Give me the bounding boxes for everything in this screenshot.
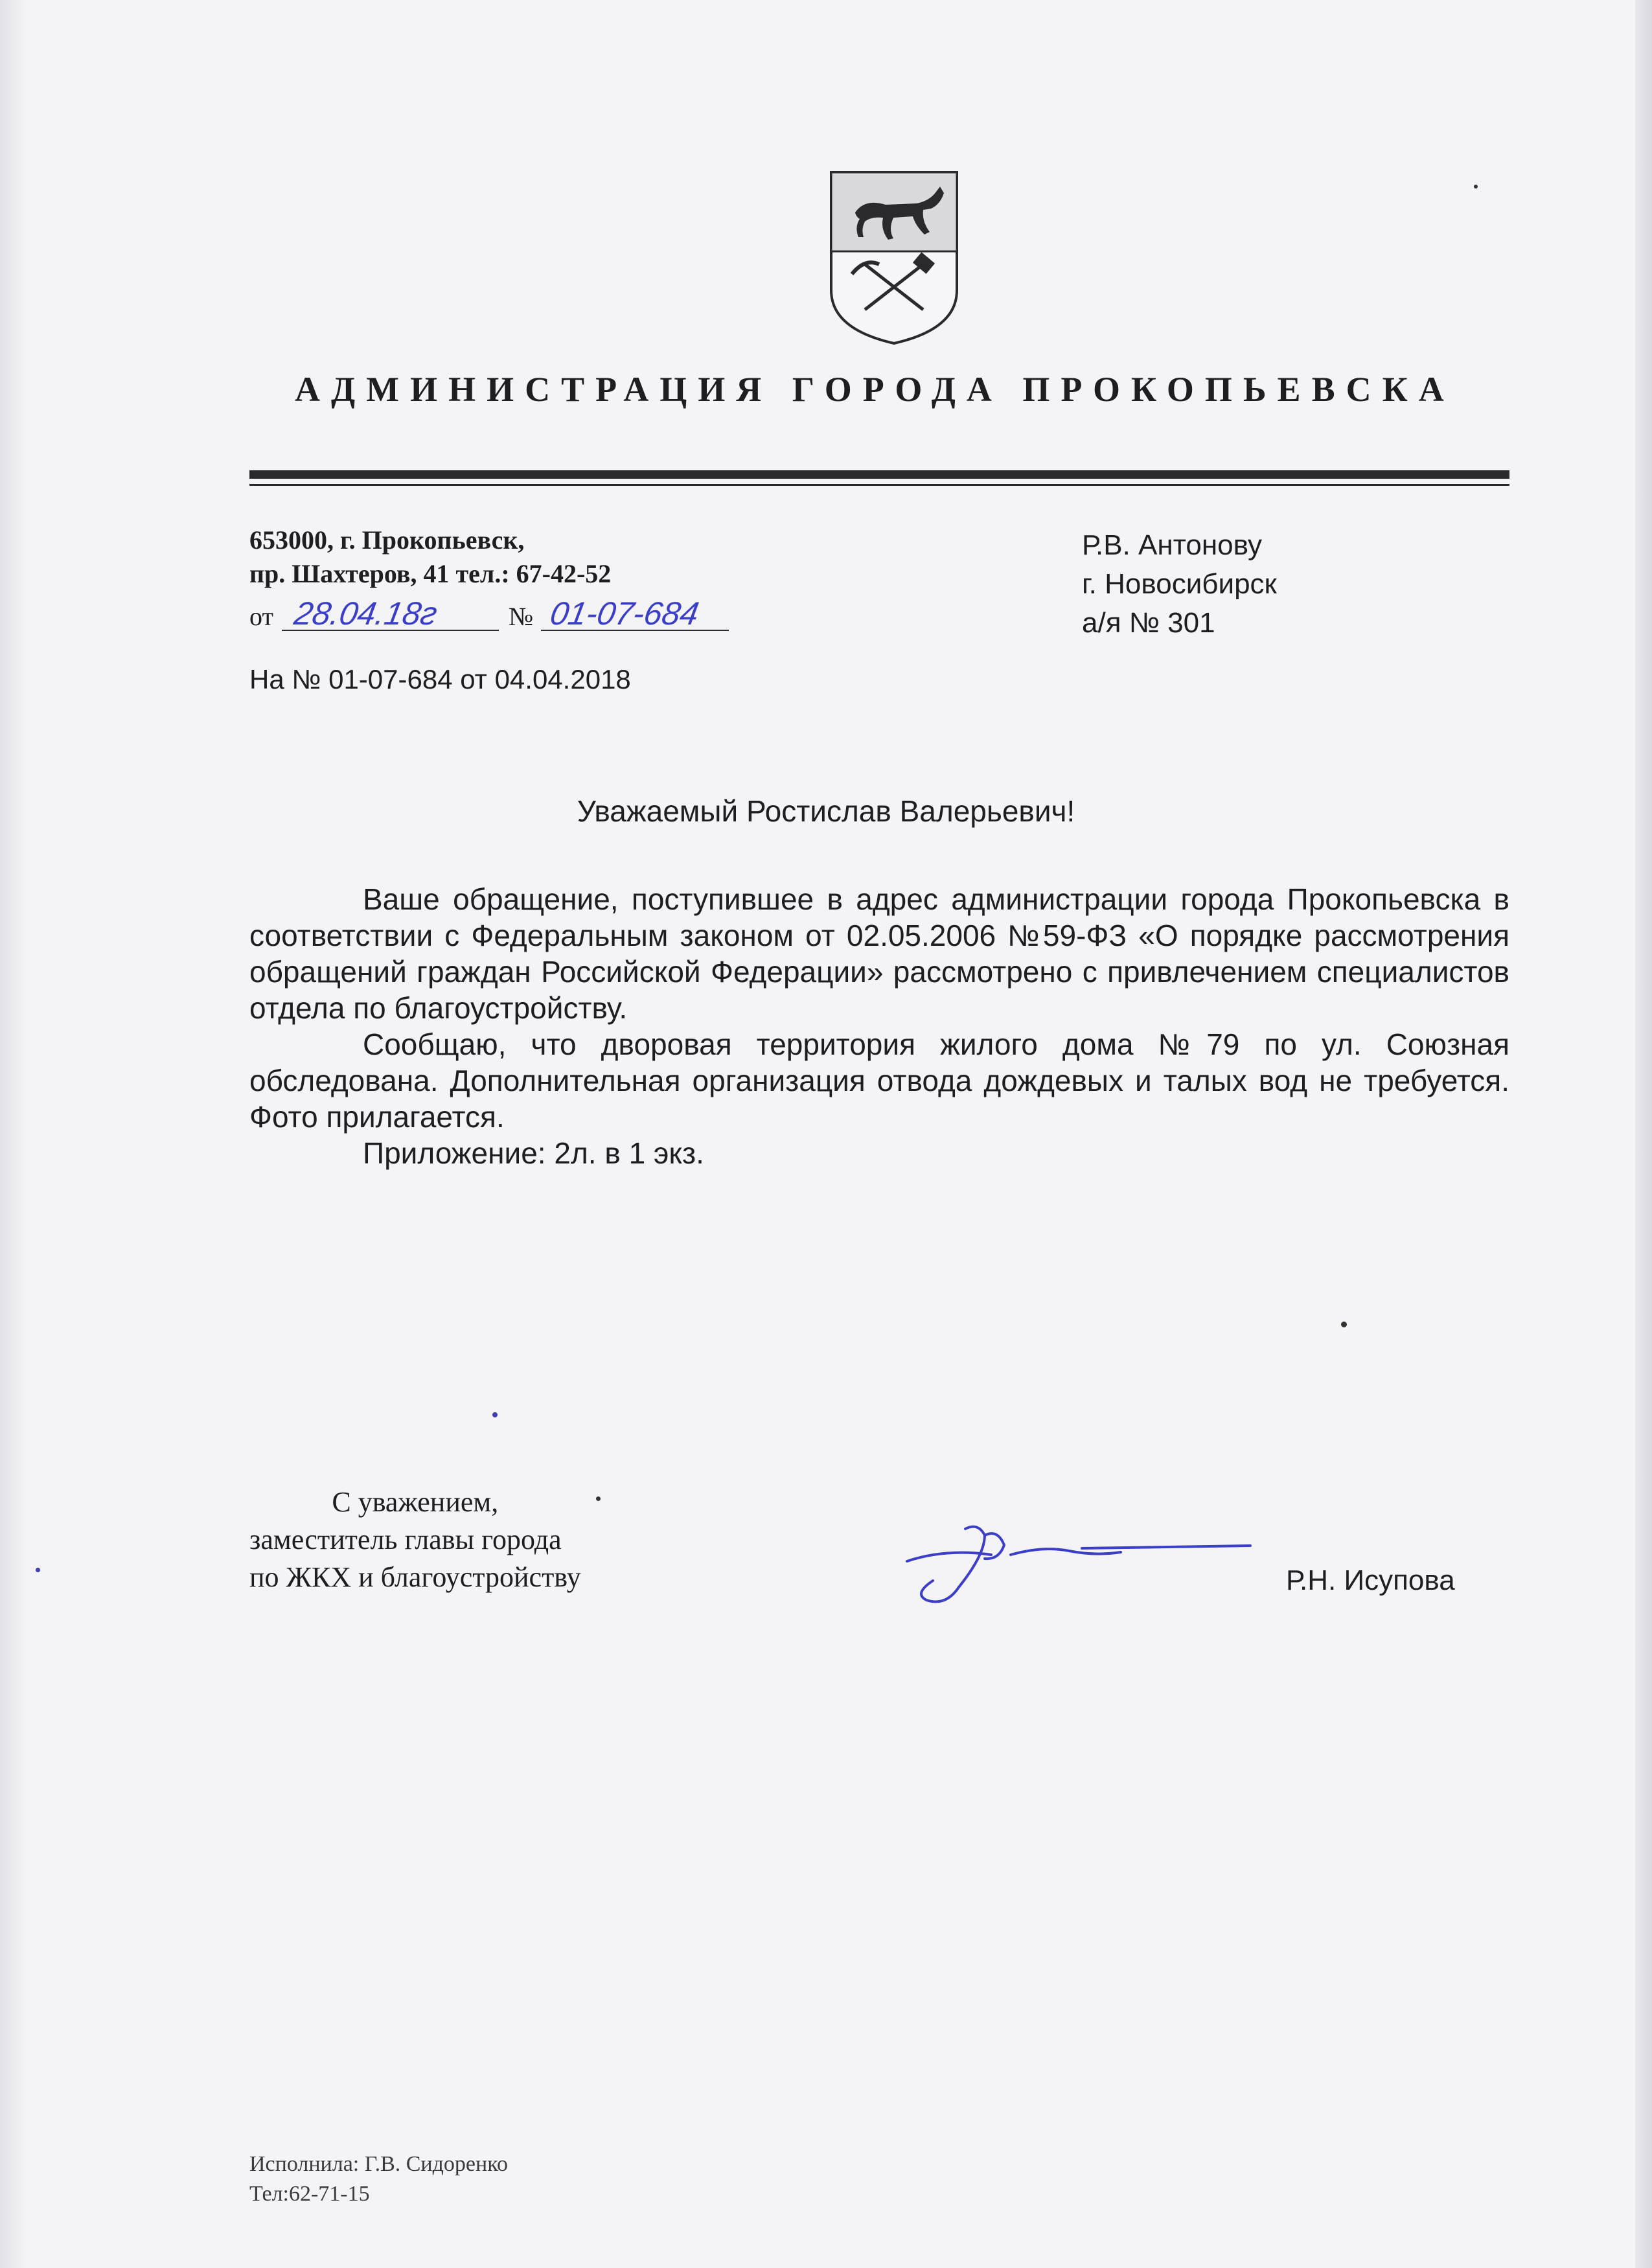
- sender-address-line2: пр. Шахтеров, 41 тел.: 67-42-52: [249, 559, 612, 588]
- letter-body: [249, 881, 1509, 1171]
- sender-address: [249, 523, 611, 591]
- recipient-name: Р.В. Антонову: [1082, 529, 1263, 561]
- scan-edge-right: [1635, 0, 1652, 2268]
- signatory-name: Р.Н. Исупова: [1286, 1564, 1455, 1596]
- scan-speck: [596, 1496, 601, 1501]
- scan-edge-left: [0, 0, 26, 2268]
- closing-block: [249, 1483, 581, 1596]
- body-paragraph-1: Ваше обращение, поступившее в адрес администрации города Прокопьевска в соответствии с Федеральным законом от 02.05.2006 №59-ФЗ «О порядке рассмотрения обращений граждан Российской Федерации» рассмотрено с привлечением специалистов отдела по благоустройству.: [249, 882, 1509, 1025]
- closing-line-1: С уважением,: [332, 1486, 499, 1518]
- executor-phone: Тел:62-71-15: [249, 2182, 370, 2206]
- scan-speck: [36, 1568, 40, 1572]
- scan-speck: [1341, 1322, 1347, 1327]
- reference-line: На № 01-07-684 от 04.04.2018: [249, 664, 631, 694]
- date-label: от: [249, 602, 273, 631]
- recipient-block: [1082, 526, 1277, 643]
- body-paragraph-3: Приложение: 2л. в 1 экз.: [363, 1136, 704, 1170]
- executor-block: [249, 2149, 508, 2209]
- salutation: Уважаемый Ростислав Валерьевич!: [577, 794, 1075, 828]
- scan-speck: [1474, 185, 1478, 189]
- recipient-city: г. Новосибирск: [1082, 568, 1277, 600]
- executor-name: Исполнила: Г.В. Сидоренко: [249, 2152, 509, 2176]
- handwritten-date: 28.04.18г: [292, 595, 441, 632]
- closing-line-2: заместитель главы города: [249, 1524, 562, 1555]
- closing-line-3: по ЖКХ и благоустройству: [249, 1561, 581, 1593]
- recipient-box: а/я № 301: [1082, 607, 1215, 639]
- city-coat-of-arms-icon: [826, 167, 962, 349]
- sender-address-line1: 653000, г. Прокопьевск,: [249, 525, 525, 555]
- organization-title: АДМИНИСТРАЦИЯ ГОРОДА ПРОКОПЬЕВСКА: [295, 370, 1455, 409]
- header-rule-thin: [249, 484, 1509, 486]
- handwritten-number: 01-07-684: [547, 595, 702, 632]
- body-paragraph-2: Сообщаю, что дворовая территория жилого дома №79 по ул. Союзная обследована. Дополнительная организация отвода дождевых и талых вод не требуется. Фото прилагается.: [249, 1027, 1509, 1134]
- registration-line: [249, 595, 768, 635]
- scan-speck: [492, 1412, 498, 1417]
- number-label: №: [509, 602, 534, 631]
- handwritten-signature-icon: [888, 1509, 1276, 1613]
- header-rule-thick: [249, 470, 1509, 479]
